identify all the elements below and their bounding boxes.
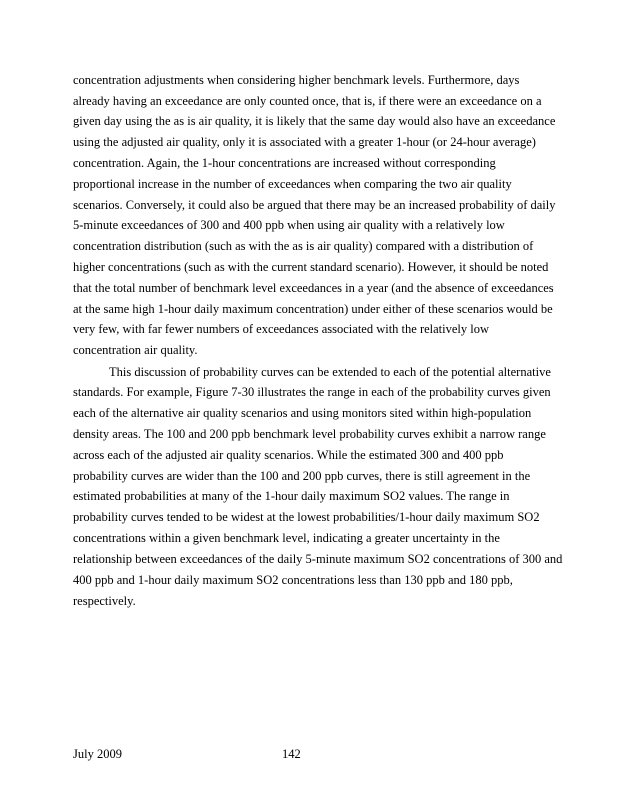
text-line: using the adjusted air quality, only it is associated with a greater 1-hour (or 24-hour average) (73, 135, 536, 149)
text-line: concentration. Again, the 1-hour concentrations are increased without corresponding (73, 156, 496, 170)
text-line: across each of the adjusted air quality scenarios. While the estimated 300 and 400 ppb (73, 448, 504, 462)
text-line: that the total number of benchmark level exceedances in a year (and the absence of exceedances (73, 281, 554, 295)
text-line: concentration adjustments when considering higher benchmark levels. Furthermore, days (73, 73, 520, 87)
text-line: given day using the as is air quality, it is likely that the same day would also have an exceedance (73, 114, 556, 128)
footer-date: July 2009 (73, 747, 122, 761)
page-number: 142 (282, 747, 301, 761)
text-line: at the same high 1-hour daily maximum concentration) under either of these scenarios would be (73, 302, 553, 316)
text-line: standards. For example, Figure 7-30 illustrates the range in each of the probability curves given (73, 385, 551, 399)
text-line: respectively. (73, 594, 136, 608)
text-line: probability curves tended to be widest at the lowest probabilities/1-hour daily maximum SO2 (73, 510, 540, 524)
text-line: concentration distribution (such as with the as is air quality) compared with a distribution of (73, 239, 534, 253)
text-line: very few, with far fewer numbers of exceedances associated with the relatively low (73, 322, 490, 336)
text-line: higher concentrations (such as with the current standard scenario). However, it should be noted (73, 260, 549, 274)
text-line: scenarios. Conversely, it could also be argued that there may be an increased probability of daily (73, 198, 556, 212)
text-line: concentrations within a given benchmark level, indicating a greater uncertainty in the (73, 531, 500, 545)
text-line: 5-minute exceedances of 300 and 400 ppb when using air quality with a relatively low (73, 218, 505, 232)
text-line: 400 ppb and 1-hour daily maximum SO2 concentrations less than 130 ppb and 180 ppb, (73, 573, 513, 587)
text-line: probability curves are wider than the 100 and 200 ppb curves, there is still agreement in the (73, 469, 531, 483)
text-line: concentration air quality. (73, 343, 198, 357)
paragraph-first-line: This discussion of probability curves can be extended to each of the potential alternative (109, 365, 551, 379)
text-line: proportional increase in the number of exceedances when comparing the two air quality (73, 177, 512, 191)
text-line: relationship between exceedances of the daily 5-minute maximum SO2 concentrations of 300 and (73, 552, 563, 566)
text-line: density areas. The 100 and 200 ppb benchmark level probability curves exhibit a narrow range (73, 427, 546, 441)
text-line: each of the alternative air quality scenarios and using monitors sited within high-population (73, 406, 532, 420)
text-line: already having an exceedance are only counted once, that is, if there were an exceedance on a (73, 94, 542, 108)
text-line: estimated probabilities at many of the 1-hour daily maximum SO2 values. The range in (73, 489, 510, 503)
